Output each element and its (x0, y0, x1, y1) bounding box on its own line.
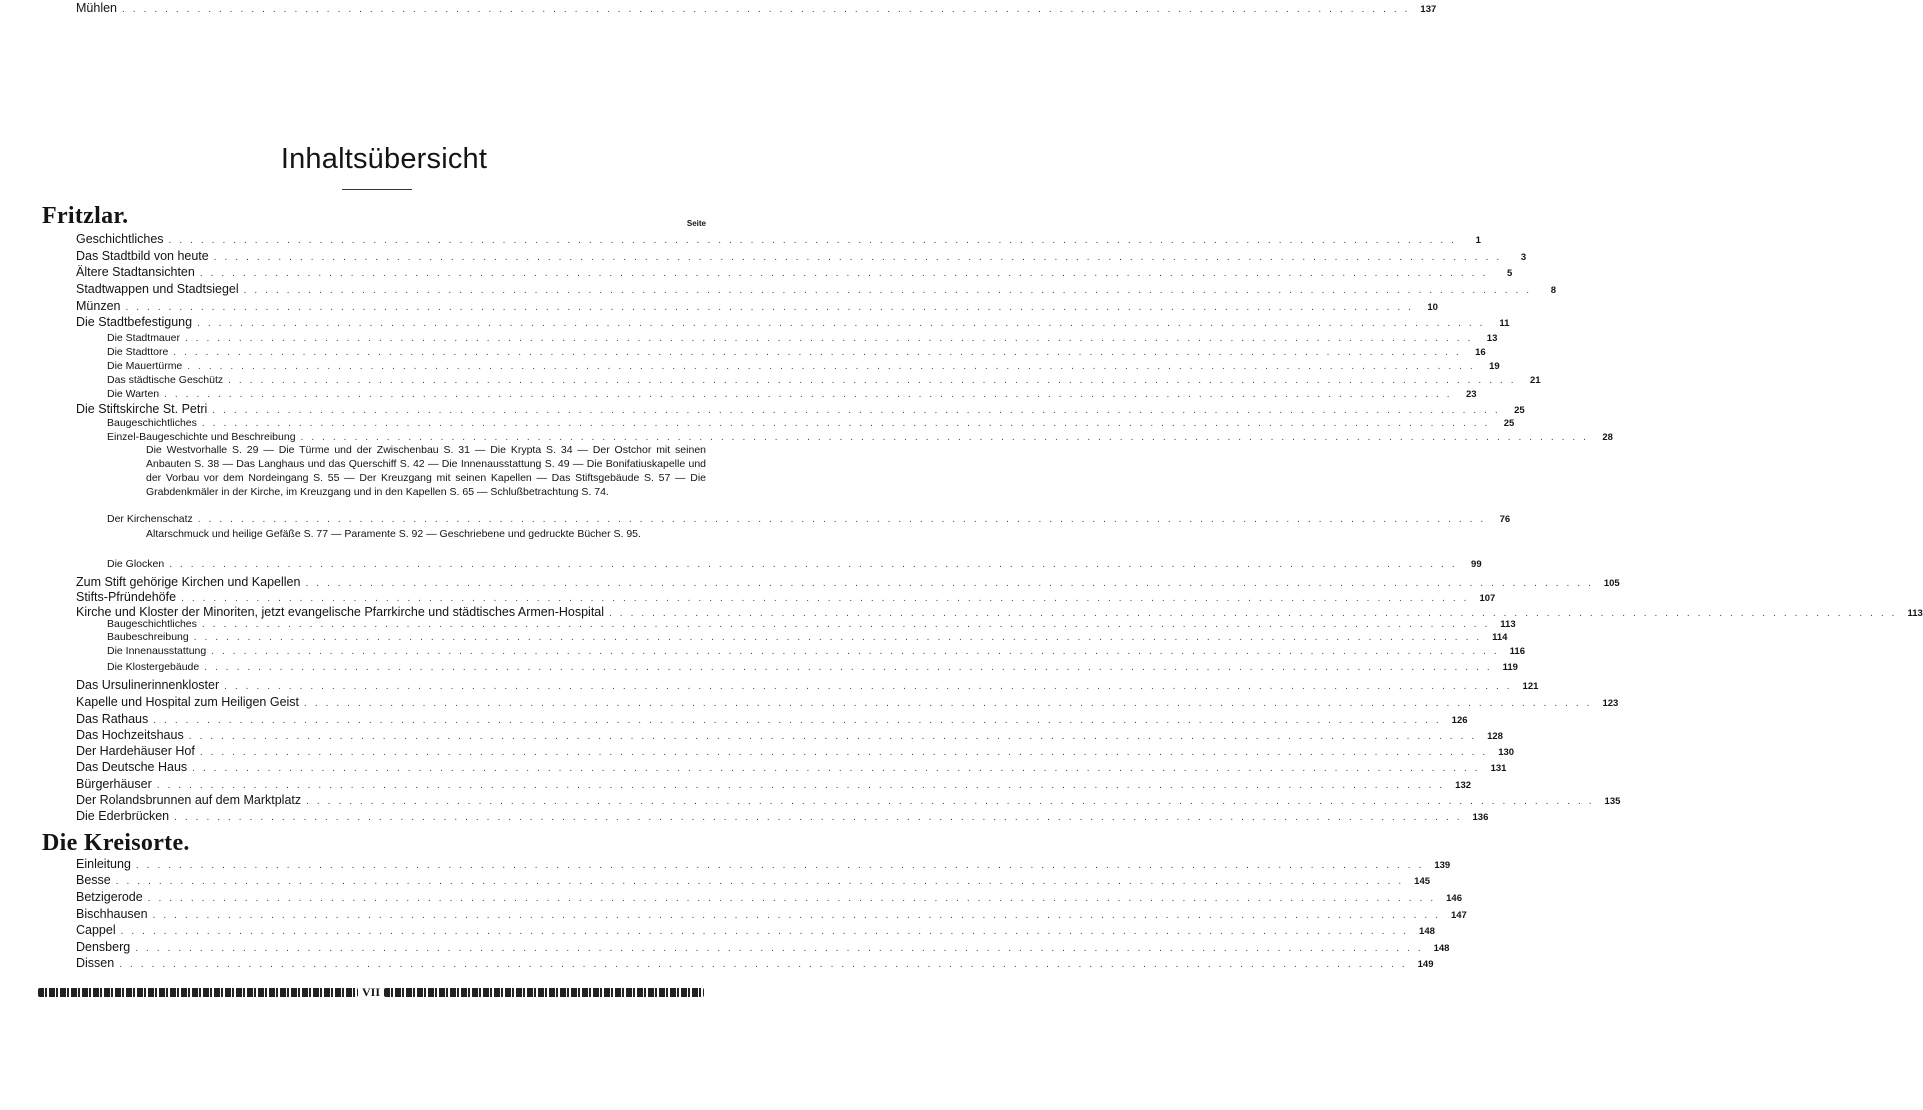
dot-leader: ........................................................................................................................ (187, 361, 1481, 372)
dot-leader: ........................................................................................................................ (224, 681, 1518, 692)
toc-entry-page: 1 (1475, 235, 1481, 246)
toc-entry-label: Die Innenausstattung (107, 645, 207, 657)
dot-leader: ........................................................................................................................ (181, 593, 1475, 604)
toc-entry (76, 231, 1481, 247)
toc-entry-page: 113 (1500, 619, 1516, 630)
toc-entry-label: Stifts-Pfründehöfe (76, 590, 177, 604)
toc-entry (76, 281, 1557, 297)
toc-subentry (107, 630, 1508, 644)
toc-entry-page: 13 (1486, 333, 1498, 344)
dot-leader: ........................................................................................................................ (213, 252, 1508, 263)
toc-entry-label: Mühlen (76, 1, 117, 15)
toc-entry-label: Die Stadtmauer (107, 332, 180, 344)
dot-leader: ........................................................................................................................ (212, 405, 1506, 416)
toc-description: Altarschmuck und heilige Gefäße S. 77 — Paramente S. 92 — Geschriebene und gedruckte Bücher S. 95. (146, 528, 641, 540)
toc-subentry (107, 617, 1516, 631)
dot-leader: ........................................................................................................................ (120, 926, 1415, 937)
toc-subentry (107, 331, 1498, 345)
toc-entry (76, 955, 1434, 971)
dot-leader: ........................................................................................................................ (173, 347, 1467, 358)
toc-entry-page: 121 (1522, 681, 1539, 692)
toc-entry-page: 146 (1446, 893, 1462, 904)
toc-entry-label: Ältere Stadtansichten (76, 265, 195, 279)
toc-entry-page: 5 (1506, 268, 1513, 279)
toc-subentry (107, 359, 1500, 373)
toc-entry (76, 711, 1468, 727)
dot-leader: ........................................................................................................................ (115, 876, 1410, 887)
dot-leader: ........................................................................................................................ (300, 432, 1594, 443)
section-heading-fritzlar: Fritzlar. (42, 203, 129, 229)
toc-entry (76, 792, 1621, 808)
toc-entry-label: Kapelle und Hospital zum Heiligen Geist (76, 695, 300, 709)
toc-entry (76, 264, 1513, 280)
toc-entry-page: 8 (1550, 285, 1557, 296)
toc-subentry (107, 430, 1613, 444)
dot-leader: ........................................................................................................................ (156, 780, 1451, 791)
toc-entry-label: Die Klostergebäude (107, 661, 200, 673)
toc-entry-page: 76 (1499, 514, 1511, 525)
toc-entry-page: 139 (1434, 860, 1451, 871)
toc-subentry (107, 345, 1486, 359)
toc-entry-page: 16 (1475, 347, 1486, 358)
dot-leader: ........................................................................................................................ (193, 632, 1488, 643)
toc-entry-page: 119 (1502, 662, 1518, 673)
dot-leader: ........................................................................................................................ (122, 4, 1416, 15)
dot-leader: ........................................................................................................................ (174, 812, 1468, 823)
toc-entry-label: Das städtische Geschütz (107, 374, 224, 386)
toc-entry (76, 776, 1472, 792)
footer-ornament (38, 985, 704, 999)
toc-entry-label: Das Rathaus (76, 712, 149, 726)
toc-entry-page: 145 (1414, 876, 1431, 887)
toc-entry-label: Cappel (76, 923, 116, 937)
toc-entry-label: Geschichtliches (76, 232, 164, 246)
toc-entry-label: Besse (76, 873, 111, 887)
toc-entry-page: 25 (1503, 418, 1515, 429)
toc-entry-page: 148 (1433, 943, 1450, 954)
dot-leader: ........................................................................................................................ (211, 646, 1505, 657)
toc-entry-page: 136 (1472, 812, 1489, 823)
toc-entry-page: 114 (1492, 632, 1508, 643)
toc-entry-label: Einleitung (76, 857, 131, 871)
toc-subentry (107, 373, 1541, 387)
toc-entry-page: 132 (1455, 780, 1472, 791)
toc-entry-page: 126 (1451, 715, 1468, 726)
toc-entry-label: Das Hochzeitshaus (76, 728, 184, 742)
dot-leader: ........................................................................................................................ (306, 796, 1600, 807)
toc-subentry (107, 416, 1515, 430)
toc-entry-page: 148 (1419, 926, 1435, 937)
dot-leader: ........................................................................................................................ (609, 608, 1903, 619)
dot-leader: ........................................................................................................................ (119, 959, 1413, 970)
toc-entry-page: 11 (1499, 318, 1510, 329)
dot-leader: ........................................................................................................................ (184, 333, 1479, 344)
title-rule (342, 189, 412, 190)
toc-entry-page: 25 (1514, 405, 1525, 416)
dot-leader: ........................................................................................................................ (168, 235, 1462, 246)
toc-entry-page: 128 (1487, 731, 1503, 742)
dot-leader: ........................................................................................................................ (147, 893, 1442, 904)
dot-leader: ........................................................................................................................ (243, 285, 1538, 296)
ornament-left (38, 988, 358, 997)
toc-entry-page: 23 (1465, 389, 1477, 400)
dot-leader: ........................................................................................................................ (152, 910, 1446, 921)
toc-entry-page: 135 (1604, 796, 1621, 807)
dot-leader: ........................................................................................................................ (199, 747, 1494, 758)
dot-leader: ........................................................................................................................ (125, 302, 1419, 313)
toc-entry-label: Baugeschichtliches (107, 417, 197, 429)
toc-entry-page: 116 (1509, 646, 1525, 657)
toc-entry-label: Die Warten (107, 388, 160, 400)
toc-entry-page: 113 (1907, 608, 1923, 619)
toc-entry (76, 0, 1437, 16)
dot-leader: ........................................................................................................................ (169, 559, 1463, 570)
toc-entry (76, 939, 1450, 955)
toc-entry (76, 808, 1489, 824)
toc-subentry (107, 660, 1518, 674)
toc-entry (76, 694, 1619, 710)
toc-entry-label: Baubeschreibung (107, 631, 189, 643)
toc-entry (76, 727, 1503, 743)
toc-entry-page: 137 (1420, 4, 1437, 15)
toc-entry-page: 147 (1450, 910, 1467, 921)
dot-leader: ........................................................................................................................ (201, 418, 1496, 429)
toc-entry-label: Die Stadttore (107, 346, 169, 358)
toc-entry-page: 10 (1427, 302, 1438, 313)
toc-entry (76, 922, 1435, 938)
toc-entry-label: Betzigerode (76, 890, 143, 904)
toc-entry-page: 149 (1417, 959, 1434, 970)
toc-entry-label: Bischhausen (76, 907, 148, 921)
page-title: Inhaltsübersicht (280, 143, 488, 175)
toc-subentry (107, 557, 1482, 571)
dot-leader: ........................................................................................................................ (197, 514, 1492, 525)
toc-subentry (107, 512, 1511, 526)
toc-entry (76, 872, 1431, 888)
toc-entry (76, 314, 1510, 330)
dot-leader: ........................................................................................................................ (153, 715, 1447, 726)
dot-leader: ........................................................................................................................ (192, 763, 1486, 774)
toc-subentry (107, 387, 1477, 401)
dot-leader: ........................................................................................................................ (228, 375, 1522, 386)
dot-leader: ........................................................................................................................ (164, 389, 1458, 400)
toc-entry (76, 856, 1451, 872)
toc-subentry (107, 644, 1525, 658)
toc-entry-label: Der Rolandsbrunnen auf dem Marktplatz (76, 793, 302, 807)
toc-entry-label: Die Ederbrücken (76, 809, 170, 823)
toc-entry-page: 105 (1603, 578, 1620, 589)
toc-entry-label: Bürgerhäuser (76, 777, 152, 791)
toc-entry-label: Die Glocken (107, 558, 165, 570)
toc-entry (76, 298, 1438, 314)
toc-entry (76, 889, 1462, 905)
toc-entry-label: Münzen (76, 299, 121, 313)
dot-leader: ........................................................................................................................ (188, 731, 1483, 742)
dot-leader: ........................................................................................................................ (197, 318, 1491, 329)
toc-entry-label: Das Deutsche Haus (76, 760, 188, 774)
toc-entry (76, 248, 1527, 264)
dot-leader: ........................................................................................................................ (201, 619, 1496, 630)
toc-entry-page: 130 (1498, 747, 1515, 758)
toc-entry (76, 759, 1507, 775)
toc-description: Die Westvorhalle S. 29 — Die Türme und der Zwischenbau S. 31 — Die Krypta S. 34 — Der Ostchor mit seinen Anbauten S. 38 — Das Langhaus und das Querschiff S. 42 — Die Innenausstattung S. 49 — Die Bonifatiuskapelle und der Vorbau vor dem Nordeingang S. 55 — Der Kreuzgang mit seinen Kapellen — Das Stiftsgebäude S. 57 — Die Grabdenkmäler in der Kirche, im Kreuzgang und in den Kapellen S. 65 — Schlußbetrachtung S. 74. (146, 444, 706, 498)
toc-entry-page: 19 (1489, 361, 1500, 372)
toc-entry-page: 123 (1602, 698, 1619, 709)
toc-entry (76, 589, 1496, 605)
ornament-right (384, 988, 704, 997)
folio: VII (362, 984, 381, 999)
toc-entry-page: 21 (1529, 375, 1541, 386)
toc-entry (76, 401, 1525, 417)
toc-entry-label: Der Hardehäuser Hof (76, 744, 195, 758)
section-heading-kreisorte: Die Kreisorte. (42, 830, 190, 856)
toc-entry-label: Die Stadtbefestigung (76, 315, 193, 329)
toc-entry-label: Die Mauertürme (107, 360, 183, 372)
toc-entry (76, 906, 1467, 922)
toc-entry-label: Kirche und Kloster der Minoriten, jetzt evangelische Pfarrkirche und städtisches Armen-Hospital (76, 605, 605, 619)
toc-entry-label: Dissen (76, 956, 115, 970)
dot-leader: ........................................................................................................................ (304, 698, 1598, 709)
toc-entry-label: Densberg (76, 940, 131, 954)
toc-entry-label: Das Stadtbild von heute (76, 249, 209, 263)
toc-entry-page: 3 (1520, 252, 1527, 263)
toc-entry-label: Baugeschichtliches (107, 618, 197, 630)
toc-entry-label: Der Kirchenschatz (107, 513, 193, 525)
dot-leader: ........................................................................................................................ (204, 662, 1498, 673)
toc-entry-page: 99 (1471, 559, 1482, 570)
page-column-label: Seite (686, 219, 706, 228)
toc-entry (76, 574, 1620, 590)
toc-entry (76, 743, 1515, 759)
dot-leader: ........................................................................................................................ (135, 860, 1430, 871)
toc-entry (76, 677, 1539, 693)
dot-leader: ........................................................................................................................ (305, 578, 1599, 589)
dot-leader: ........................................................................................................................ (135, 943, 1429, 954)
toc-entry-label: Die Stiftskirche St. Petri (76, 402, 208, 416)
toc-entry-label: Stadtwappen und Stadtsiegel (76, 282, 239, 296)
toc-entry-page: 28 (1602, 432, 1613, 443)
toc-entry-label: Einzel-Baugeschichte und Beschreibung (107, 431, 296, 443)
toc-entry-page: 107 (1479, 593, 1496, 604)
toc-entry-page: 131 (1490, 763, 1507, 774)
dot-leader: ........................................................................................................................ (199, 268, 1494, 279)
toc-entry-label: Zum Stift gehörige Kirchen und Kapellen (76, 575, 301, 589)
toc-entry-label: Das Ursulinerinnenkloster (76, 678, 220, 692)
